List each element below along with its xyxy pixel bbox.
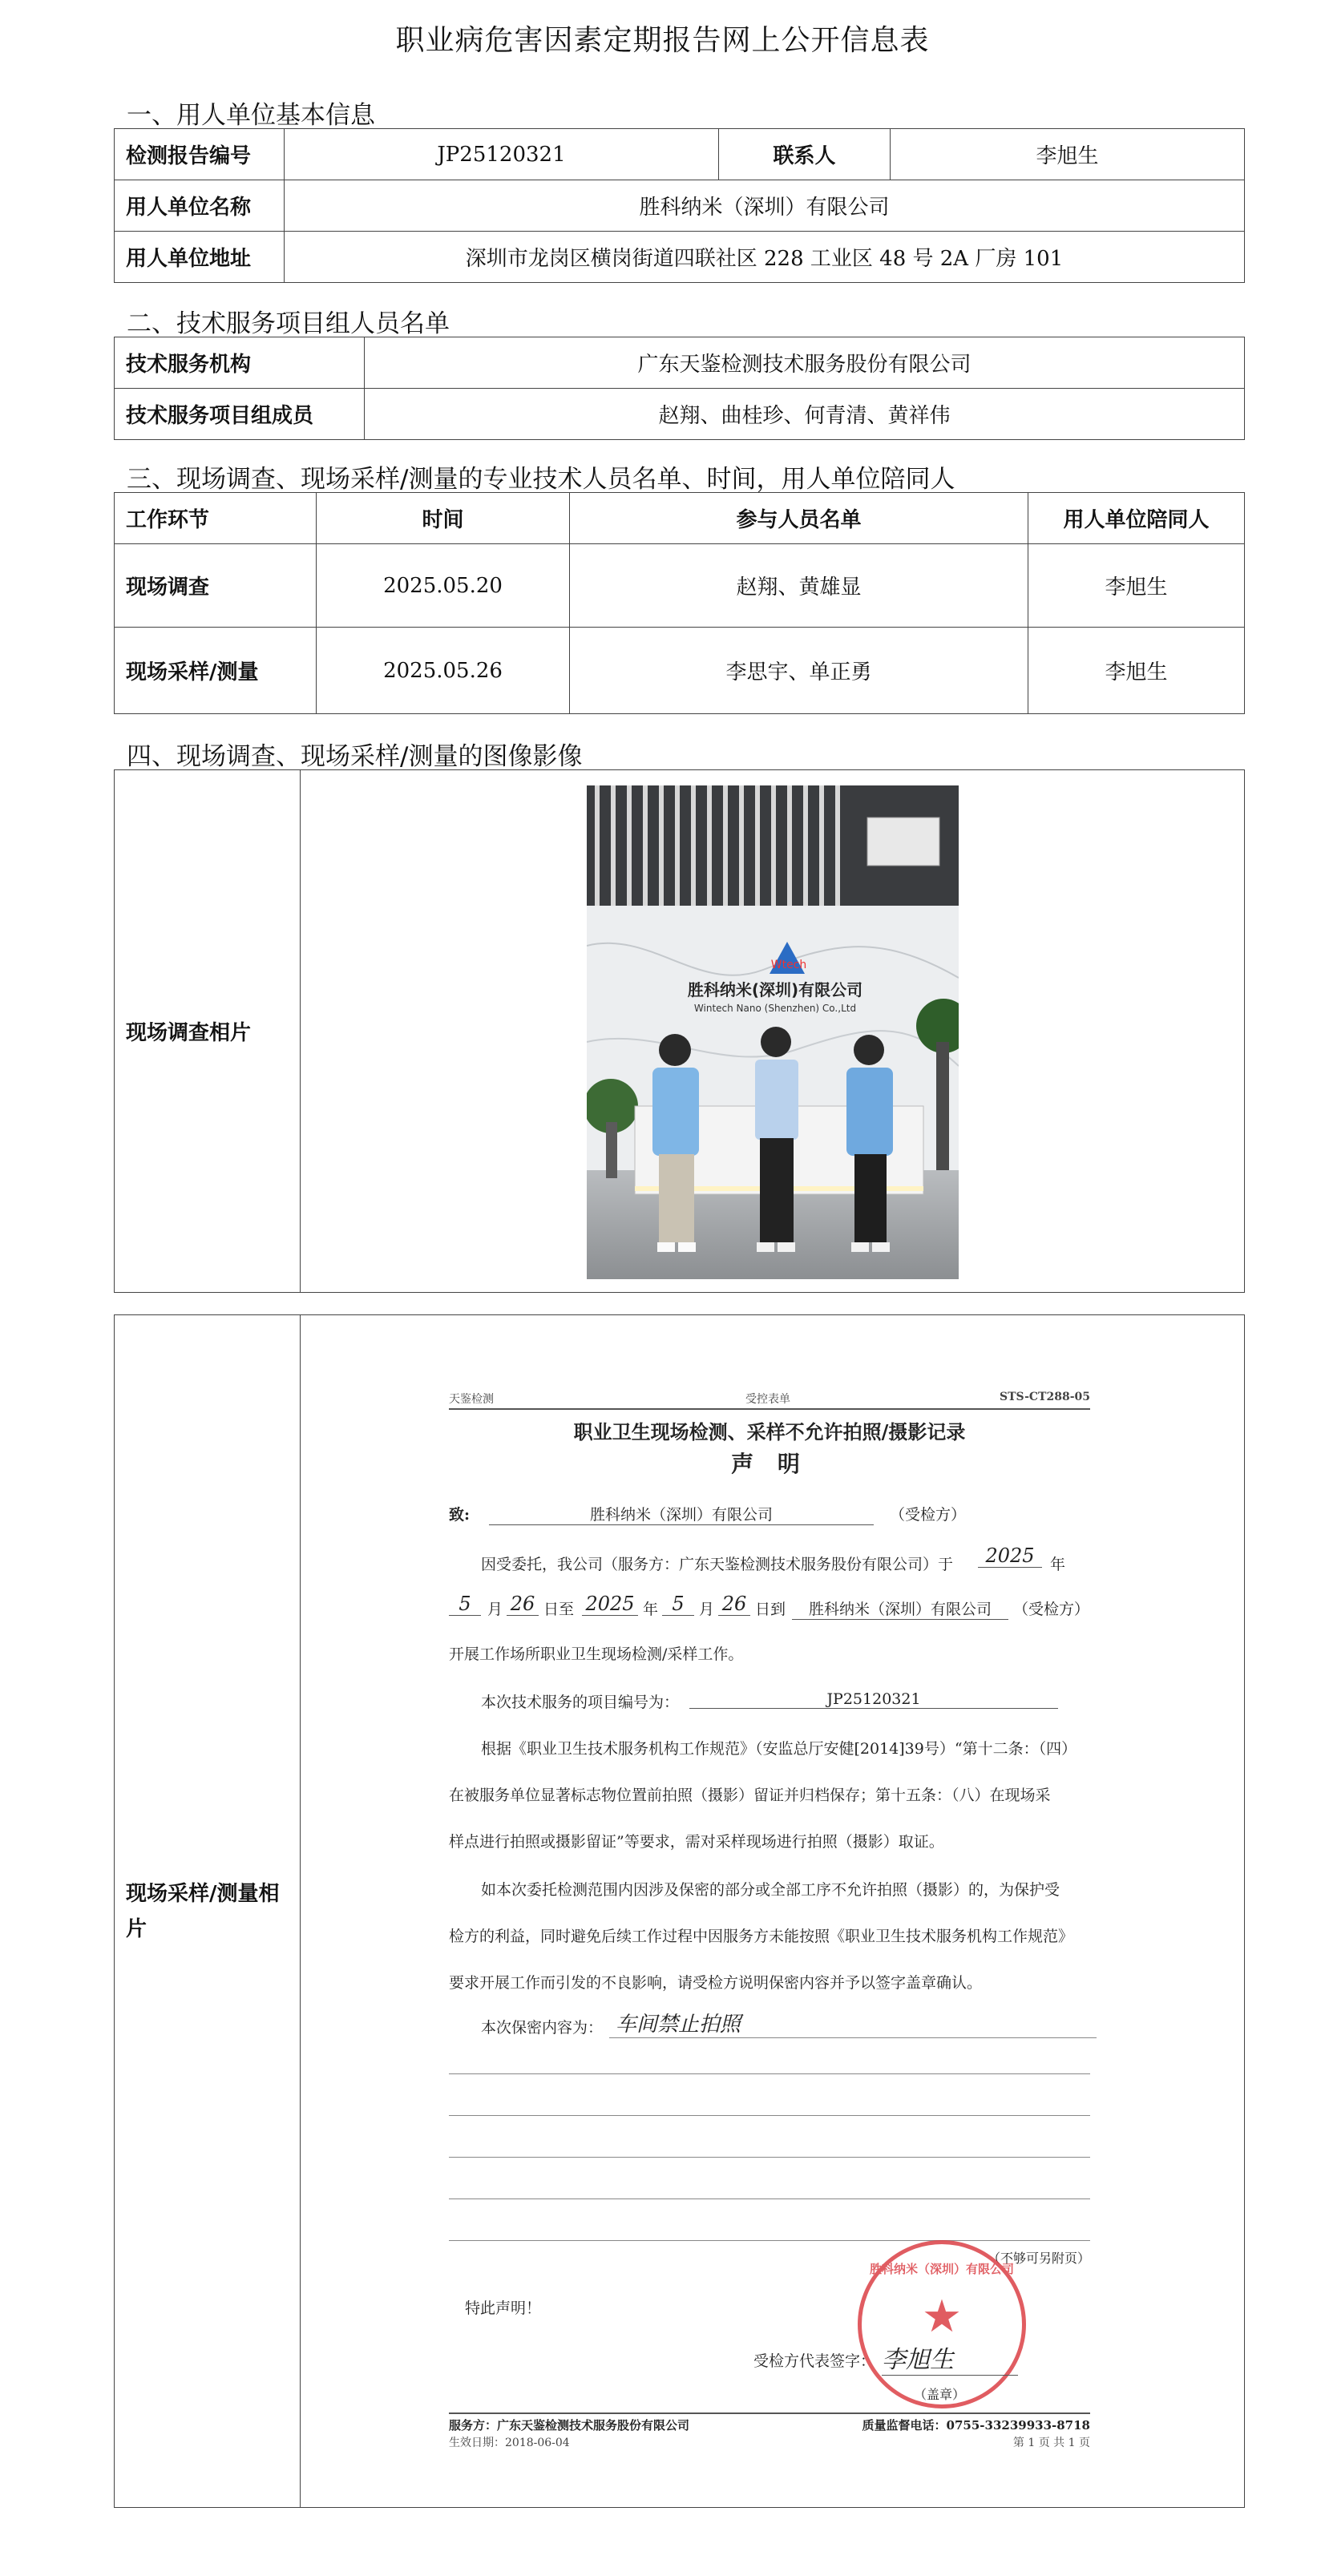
doc-p4-2: 检方的利益，同时避免后续工作过程中因服务方未能按照《职业卫生技术服务机构工作规范》: [449, 1928, 1074, 1945]
row-escort: 李旭生: [1028, 628, 1245, 714]
doc-day-unit-2: 日到: [755, 1601, 786, 1618]
header-staff: 参与人员名单: [570, 493, 1028, 544]
section1-heading: 一、用人单位基本信息: [127, 101, 375, 130]
doc-month-unit-2: 月: [699, 1601, 715, 1618]
doc-month2: 5: [662, 1593, 694, 1616]
company-stamp: [858, 2240, 1026, 2408]
address-label: 用人单位地址: [115, 232, 285, 283]
org-value: 广东天鉴检测技术服务股份有限公司: [365, 337, 1245, 389]
doc-day1: 26: [507, 1593, 539, 1616]
doc-footer-date: 生效日期：2018-06-04: [449, 2437, 570, 2449]
doc-to-prefix: 致:: [449, 1506, 471, 1524]
members-label: 技术服务项目组成员: [115, 389, 365, 440]
team-table: [114, 337, 1245, 440]
page-title: 职业病危害因素定期报告网上公开信息表: [395, 24, 930, 57]
row-stage: 现场调查: [115, 544, 317, 628]
header-time: 时间: [317, 493, 570, 544]
doc-month1: 5: [449, 1593, 481, 1616]
report-no-value: JP25120321: [285, 129, 719, 180]
doc-p3-2: 在被服务单位显著标志物位置前拍照（摄影）留证并归档保存；第十五条：（八）在现场采: [449, 1787, 1051, 1804]
section3-heading: 三、现场调查、现场采样/测量的专业技术人员名单、时间，用人单位陪同人: [127, 465, 955, 494]
doc-year-unit: 年: [643, 1601, 659, 1618]
photo1-sign-en: Wintech Nano (Shenzhen) Co.,Ltd: [693, 1003, 857, 1014]
doc-day-unit: 日至: [543, 1601, 575, 1618]
contact-label: 联系人: [719, 129, 891, 180]
stamp-text: 胜科纳米（深圳）有限公司: [869, 2262, 1014, 2276]
doc-year2: 2025: [582, 1593, 638, 1616]
doc-p1-line3: 开展工作场所职业卫生现场检测/采样工作。: [449, 1645, 744, 1663]
doc-p5-content: 车间禁止拍照: [609, 2008, 1097, 2038]
doc-special: 特此声明！: [465, 2299, 542, 2317]
members-value: 赵翔、曲桂珍、何青清、黄祥伟: [365, 389, 1245, 440]
basic-info-table: [114, 128, 1245, 283]
row-staff: 李思宇、单正勇: [570, 628, 1028, 714]
doc-p1-k: （受检方）: [1013, 1601, 1090, 1618]
org-label: 技术服务机构: [115, 337, 365, 389]
doc-header-right: STS-CT288-05: [999, 1391, 1090, 1403]
doc-footer-left: 服务方：广东天鉴检测技术服务股份有限公司: [449, 2418, 690, 2433]
doc-to-company: 胜科纳米（深圳）有限公司: [489, 1503, 874, 1525]
doc-p5-label: 本次保密内容为：: [481, 2019, 604, 2037]
section2-heading: 二、技术服务项目组人员名单: [127, 309, 450, 338]
doc-p4-1: 如本次委托检测范围内因涉及保密的部分或全部工序不允许拍照（摄影）的，为保护受: [481, 1881, 1060, 1899]
doc-p1-year: 2025: [978, 1544, 1042, 1568]
photo1-sign-cn: 胜科纳米(深圳)有限公司: [687, 980, 863, 999]
photo1-label: 现场调查相片: [115, 770, 301, 1293]
staff-table: [114, 492, 1245, 714]
doc-p1-a: 因受委托，我公司（服务方：广东天鉴检测技术服务股份有限公司）于: [481, 1556, 954, 1573]
row-stage: 现场采样/测量: [115, 628, 317, 714]
doc-p3-3: 样点进行拍照或摄影留证”等要求，需对采样现场进行拍照（摄影）取证。: [449, 1833, 944, 1851]
declaration-document: [417, 1375, 1122, 2449]
doc-title: 职业卫生现场检测、采样不允许拍照/摄影记录: [573, 1420, 966, 1443]
doc-p4-3: 要求开展工作而引发的不良影响，请受检方说明保密内容并予以签字盖章确认。: [449, 1974, 983, 1992]
row-time: 2025.05.26: [317, 628, 570, 714]
doc-p3-1: 根据《职业卫生技术服务机构工作规范》（安监总厅安健[2014]39号）“第十二条：（四）: [481, 1740, 1077, 1758]
photo2-label: 现场采样/测量相片: [115, 1315, 301, 2508]
doc-p2-a: 本次技术服务的项目编号为：: [481, 1694, 680, 1711]
stamp-star-icon: ★: [921, 2291, 963, 2343]
doc-subtitle: 声 明: [731, 1451, 808, 1477]
company-label: 用人单位名称: [115, 180, 285, 232]
doc-header-mid: 受控表单: [745, 1393, 790, 1406]
site-survey-photo: [587, 785, 959, 1279]
address-value: 深圳市龙岗区横岗街道四联社区 228 工业区 48 号 2A 厂房 101: [285, 232, 1245, 283]
doc-month-unit: 月: [487, 1601, 503, 1618]
table-row: [115, 544, 1245, 628]
photo1-logo: Wtech: [770, 959, 807, 971]
row-escort: 李旭生: [1028, 544, 1245, 628]
row-staff: 赵翔、黄雄显: [570, 544, 1028, 628]
doc-footer-right: 质量监督电话：0755-33239933-8718: [862, 2418, 1090, 2433]
row-time: 2025.05.20: [317, 544, 570, 628]
company-value: 胜科纳米（深圳）有限公司: [285, 180, 1245, 232]
doc-sign-label: 受检方代表签字：: [753, 2352, 876, 2370]
header-stage: 工作环节: [115, 493, 317, 544]
doc-p2-no: JP25120321: [689, 1690, 1058, 1709]
doc-header-left: 天鉴检测: [449, 1393, 494, 1406]
doc-day2: 26: [718, 1593, 750, 1616]
doc-p1-b: 年: [1050, 1556, 1066, 1573]
doc-note: （不够可另附页）: [987, 2251, 1090, 2266]
doc-stamp-label: （盖章）: [914, 2387, 966, 2402]
doc-footer-page: 第 1 页 共 1 页: [1012, 2437, 1090, 2449]
doc-sign-name: 李旭生: [882, 2340, 1018, 2376]
doc-to-suffix: （受检方）: [890, 1506, 967, 1524]
section4-heading: 四、现场调查、现场采样/测量的图像影像: [127, 742, 583, 771]
report-no-label: 检测报告编号: [115, 129, 285, 180]
contact-value: 李旭生: [891, 129, 1245, 180]
table-row: [115, 628, 1245, 714]
doc-company-2: 胜科纳米（深圳）有限公司: [792, 1597, 1008, 1620]
header-escort: 用人单位陪同人: [1028, 493, 1245, 544]
